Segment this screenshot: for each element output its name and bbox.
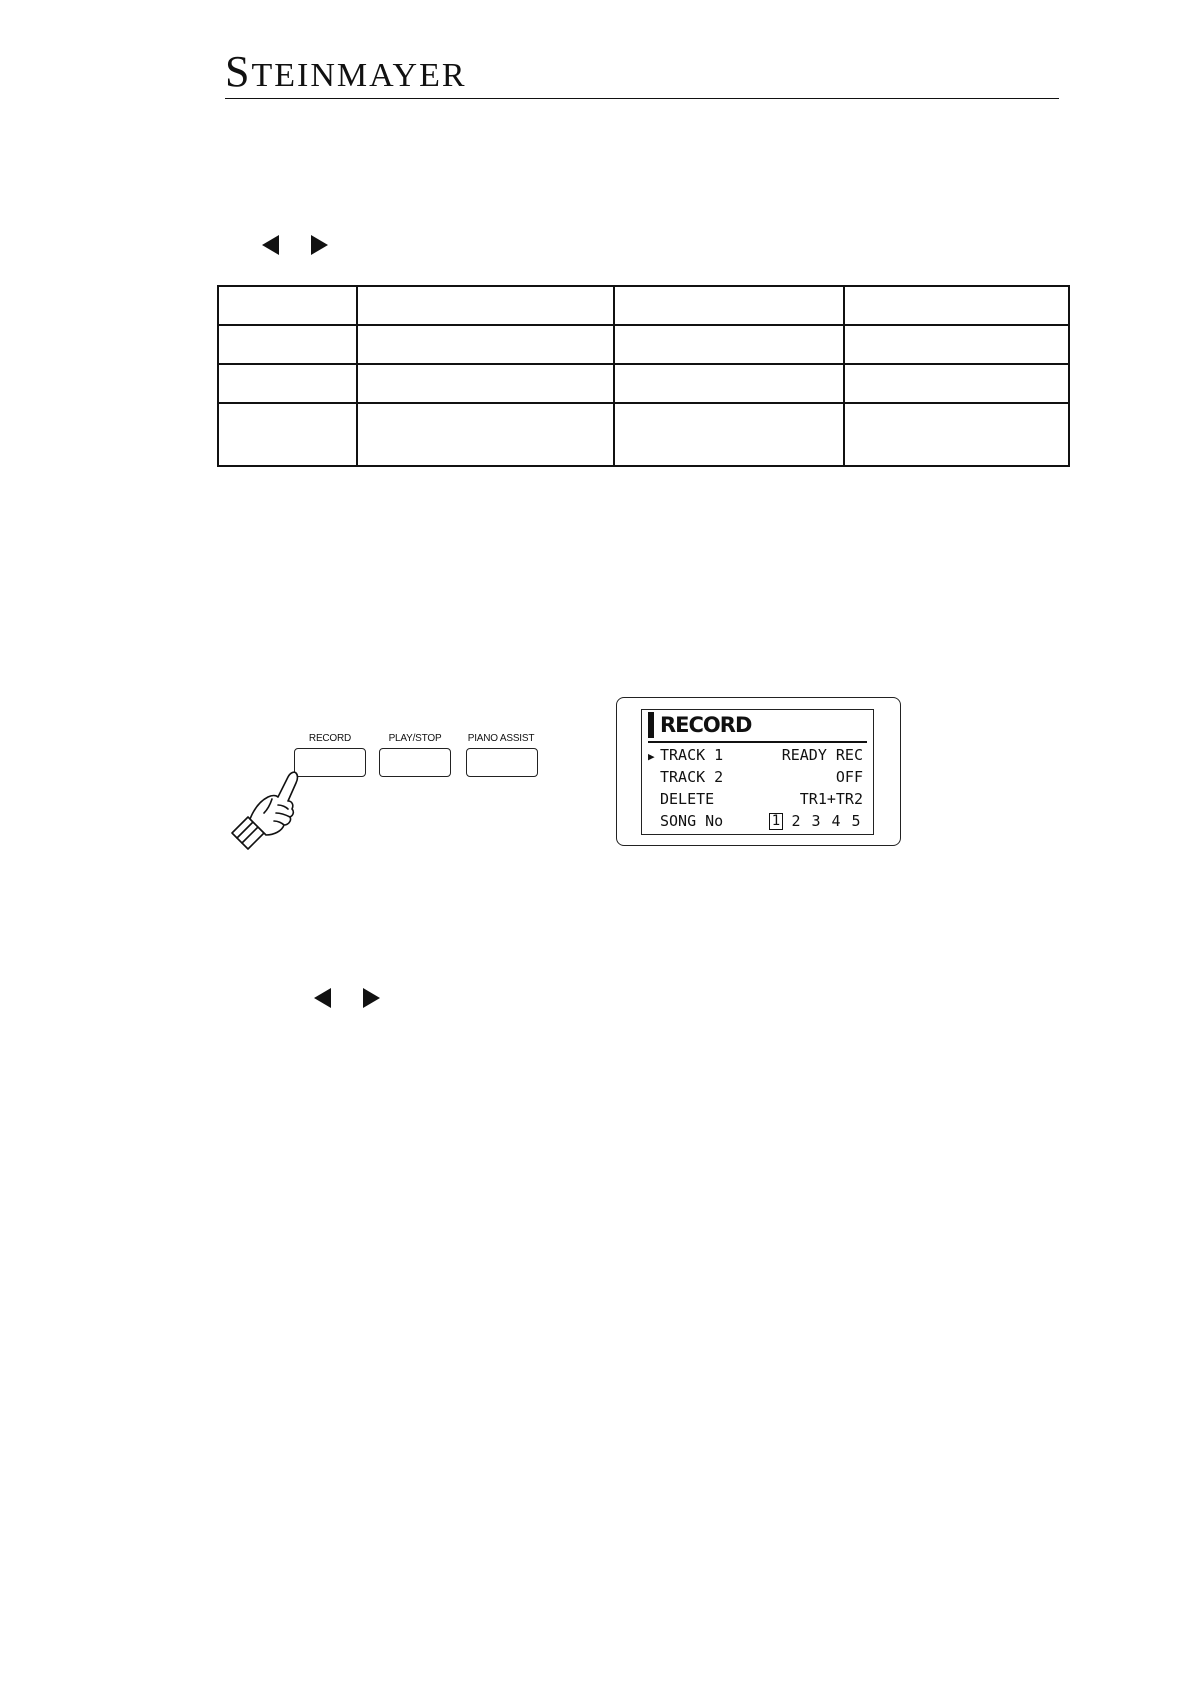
lcd-row-label: TRACK 2 <box>660 768 724 786</box>
table-cell <box>614 286 844 325</box>
piano-assist-button-group <box>464 733 538 777</box>
play-stop-button-label: PLAY/STOP <box>388 733 442 744</box>
lcd-row-value: READY REC <box>781 746 863 764</box>
play-stop-button[interactable] <box>379 748 451 777</box>
table-row <box>218 286 1069 325</box>
song-number: 4 <box>831 812 841 830</box>
table-cell <box>357 364 614 403</box>
table-row <box>218 403 1069 466</box>
table-cell <box>218 286 357 325</box>
lcd-row-value: OFF <box>835 768 863 786</box>
table-cell <box>218 364 357 403</box>
table-row <box>218 325 1069 364</box>
lcd-screen <box>641 709 874 835</box>
lcd-song-label: SONG No <box>660 812 724 830</box>
table-cell <box>218 325 357 364</box>
lcd-title-underline <box>648 741 867 743</box>
piano-assist-button-label: PIANO ASSIST <box>467 733 535 744</box>
lcd-row-track1 <box>648 745 863 765</box>
table-cell <box>218 403 357 466</box>
lcd-row-label: DELETE <box>660 790 715 808</box>
settings-table <box>217 285 1070 467</box>
table-cell <box>614 403 844 466</box>
triangle-left-icon <box>262 235 279 255</box>
arrow-pair-top <box>262 235 328 255</box>
lcd-title <box>648 712 751 738</box>
table-cell <box>614 325 844 364</box>
brand-logo <box>225 47 467 96</box>
table-cell <box>844 325 1069 364</box>
piano-assist-button[interactable] <box>466 748 538 777</box>
lcd-row-track2 <box>648 767 863 787</box>
lcd-row-song <box>648 811 863 831</box>
lcd-row-value: TR1+TR2 <box>799 790 863 808</box>
lcd-row-delete <box>648 789 863 809</box>
table-cell <box>357 286 614 325</box>
lcd-title-text: RECORD <box>660 713 752 737</box>
triangle-right-icon <box>311 235 328 255</box>
triangle-right-icon <box>363 988 380 1008</box>
table-cell <box>357 325 614 364</box>
song-number: 3 <box>811 812 821 830</box>
lcd-song-numbers <box>769 812 863 830</box>
arrow-pair-bottom <box>314 988 380 1008</box>
triangle-left-icon <box>314 988 331 1008</box>
record-button-label: RECORD <box>308 733 352 744</box>
lcd-row-label: TRACK 1 <box>660 746 724 764</box>
table-cell <box>844 364 1069 403</box>
table-row <box>218 364 1069 403</box>
table-cell <box>357 403 614 466</box>
song-number: 2 <box>791 812 801 830</box>
header-rule <box>225 98 1059 99</box>
lcd-cursor-icon: ▶ <box>648 750 655 763</box>
play-stop-button-group <box>379 733 451 777</box>
lcd-frame <box>616 697 901 846</box>
pointing-hand-icon <box>228 755 318 855</box>
lcd-title-bar <box>648 712 654 738</box>
song-number: 5 <box>851 812 861 830</box>
song-number-selected: 1 <box>769 813 783 830</box>
table-cell <box>614 364 844 403</box>
brand-rest: TEINMAYER <box>251 57 467 94</box>
brand-initial: S <box>225 47 252 96</box>
table-cell <box>844 286 1069 325</box>
table-cell <box>844 403 1069 466</box>
